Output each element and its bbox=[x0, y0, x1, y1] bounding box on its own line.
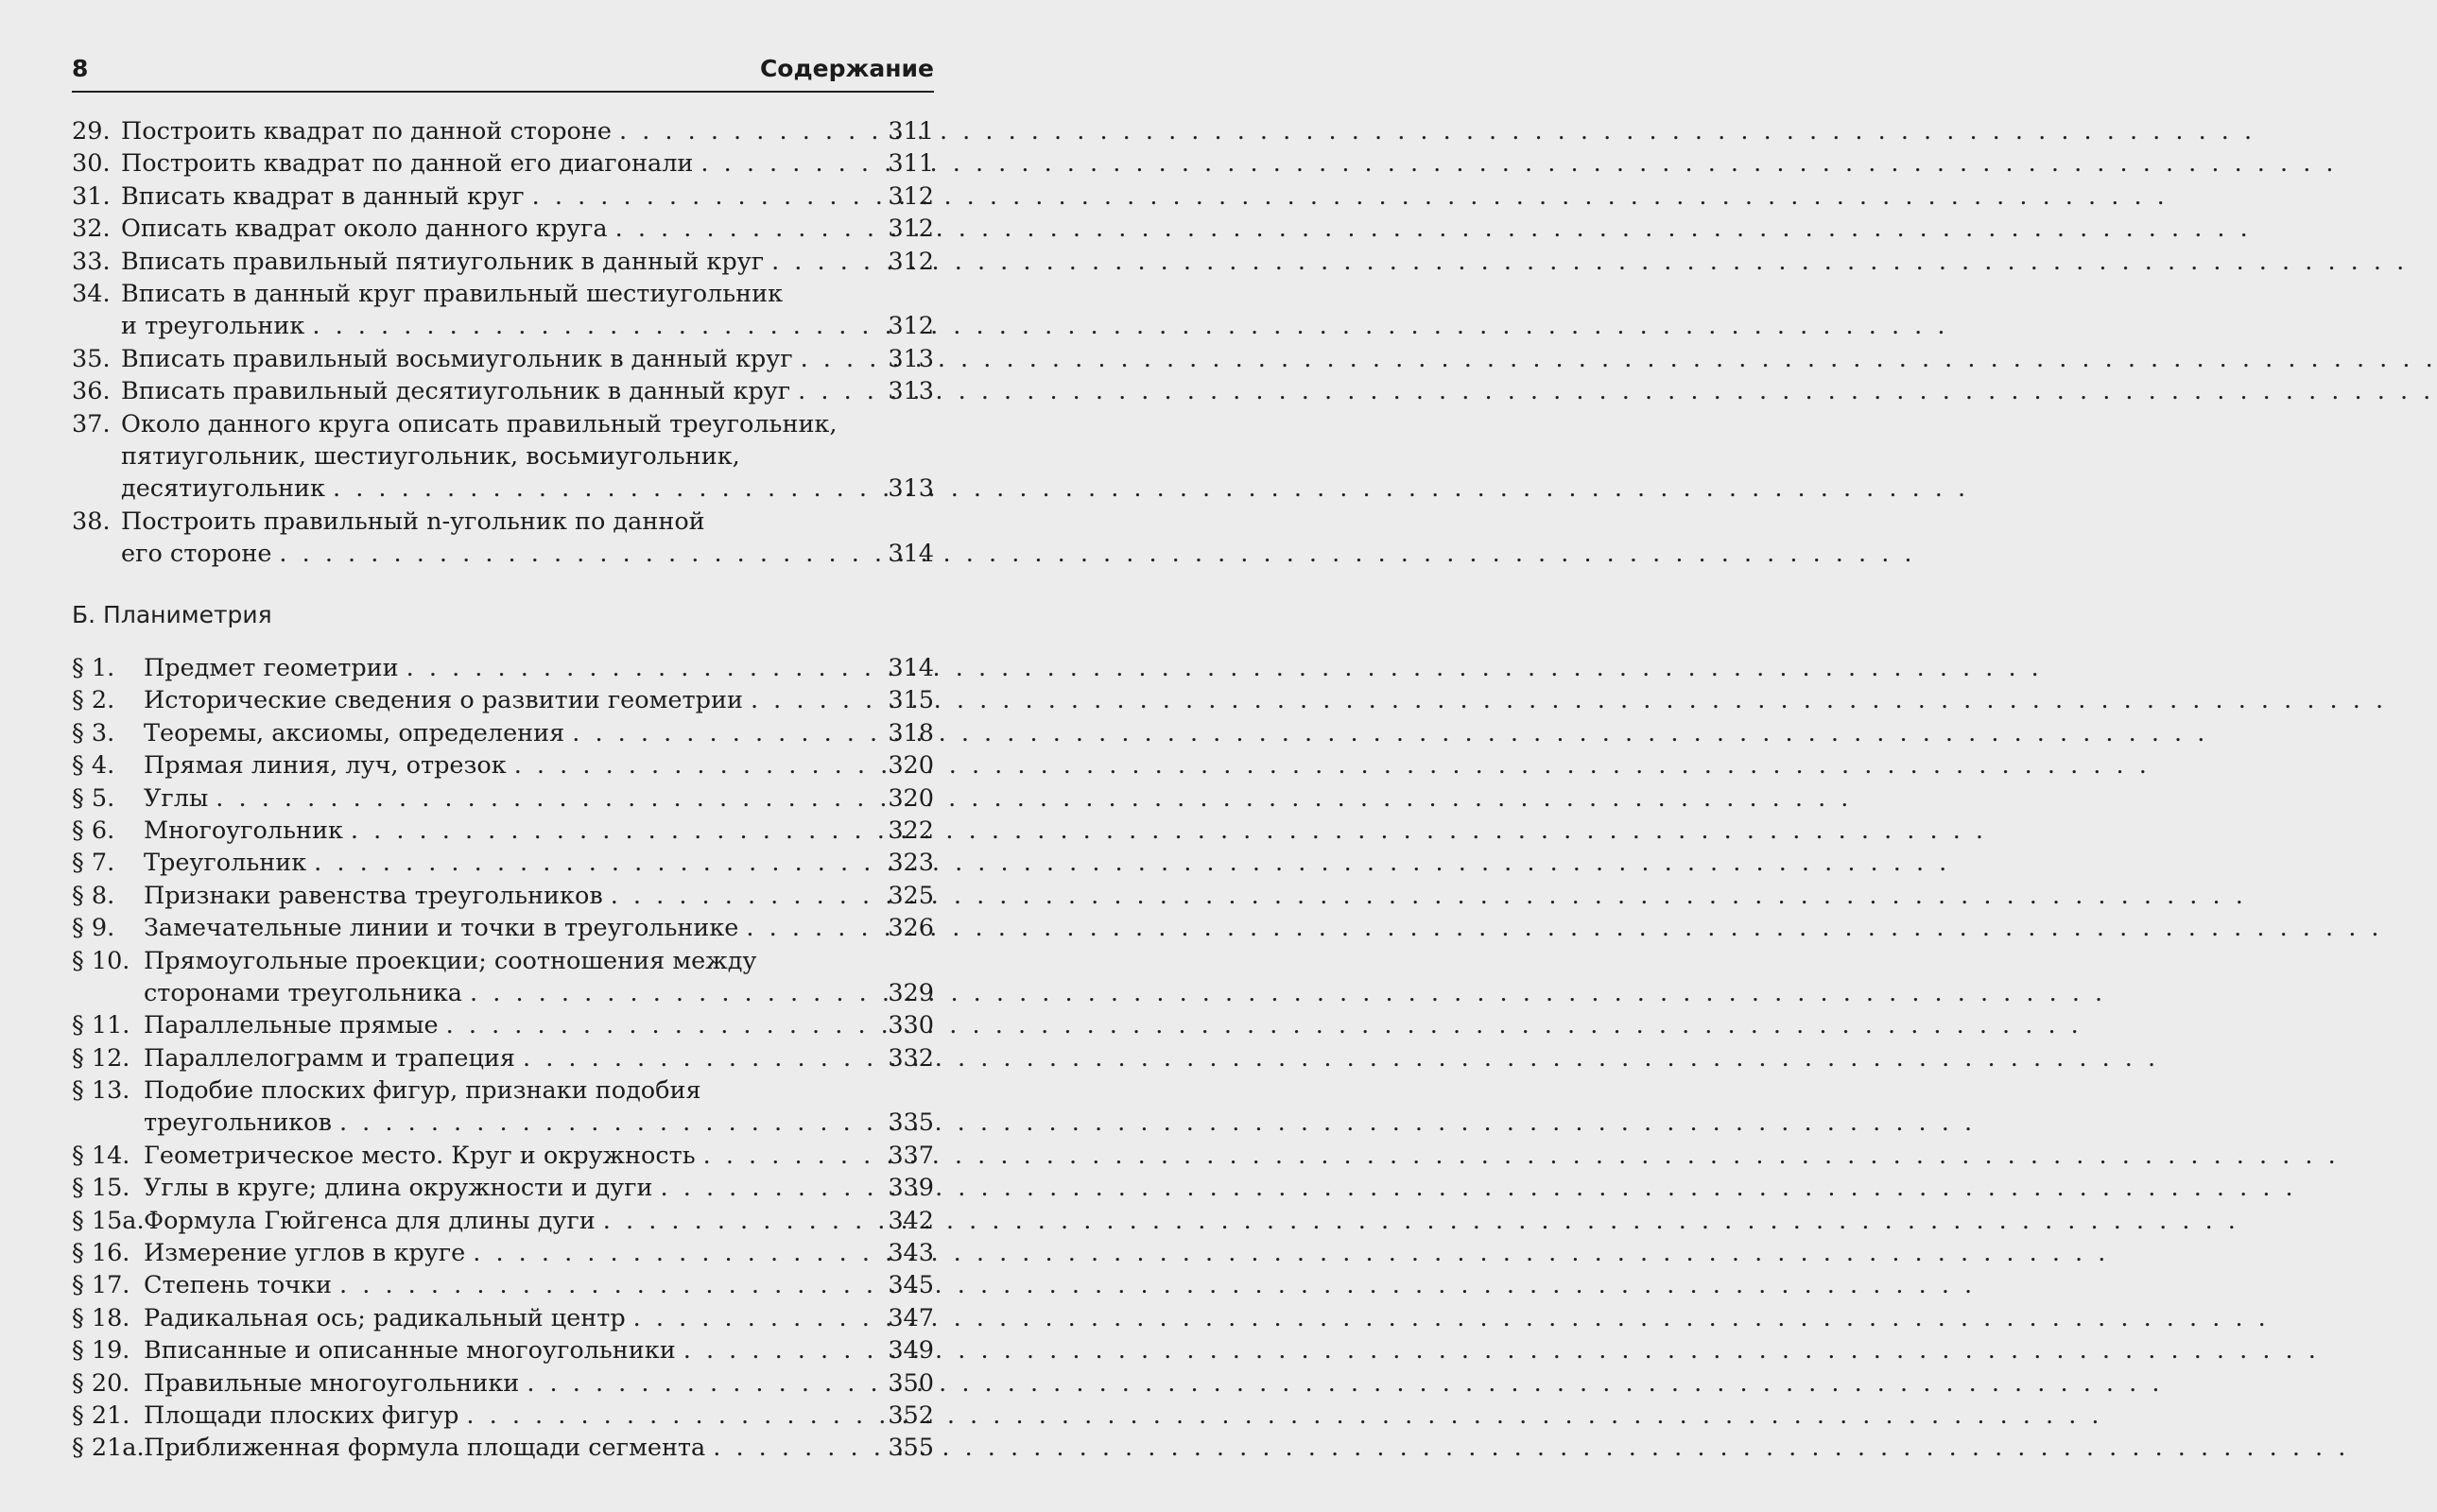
toc-entry-title: десятиугольник bbox=[121, 474, 325, 504]
running-title: Содержание bbox=[759, 55, 934, 82]
toc-entry[interactable] bbox=[72, 1074, 934, 1140]
dot-leader bbox=[696, 1140, 889, 1172]
toc-entry[interactable] bbox=[72, 1400, 934, 1432]
toc-entry-line bbox=[72, 213, 934, 245]
toc-entry[interactable] bbox=[72, 1237, 934, 1269]
toc-entry-line bbox=[72, 375, 934, 407]
toc-entry-title: Вписать правильный десятиугольник в данный круг bbox=[121, 377, 791, 406]
dot-leader bbox=[743, 684, 888, 716]
toc-entry-line bbox=[72, 749, 934, 782]
toc-entry-number: § 20. bbox=[72, 1368, 130, 1398]
toc-entry-number: 30. bbox=[72, 149, 111, 179]
toc-entry-title: Построить квадрат по данной стороне bbox=[121, 117, 612, 146]
toc-entry-line bbox=[72, 1205, 934, 1237]
toc-entry-line bbox=[72, 1269, 934, 1301]
dot-leader bbox=[462, 977, 888, 1009]
toc-entry-title: Признаки равенства треугольников bbox=[144, 881, 603, 910]
toc-entry-page: 342 bbox=[888, 1206, 934, 1235]
toc-entry-title: Степень точки bbox=[144, 1271, 333, 1300]
toc-entry-number: 34. bbox=[72, 279, 111, 308]
toc-entry-line bbox=[72, 1237, 934, 1269]
toc-entry-page: 352 bbox=[888, 1400, 934, 1430]
toc-entry-title: и треугольник bbox=[121, 312, 305, 341]
dot-leader bbox=[465, 1237, 888, 1269]
toc-entry-line bbox=[72, 506, 934, 538]
toc-entry-title: Приближенная формула площади сегмента bbox=[144, 1434, 706, 1463]
toc-entry-page: 313 bbox=[888, 474, 934, 504]
toc-entry[interactable] bbox=[72, 1432, 934, 1464]
toc-entry[interactable] bbox=[72, 375, 934, 407]
toc-entry-line bbox=[72, 912, 934, 944]
toc-entry-title: Подобие плоских фигур, признаки подобия bbox=[144, 1076, 701, 1106]
toc-entry[interactable] bbox=[72, 815, 934, 847]
toc-entry-page: 325 bbox=[888, 881, 934, 910]
dot-leader bbox=[564, 717, 888, 749]
toc-entry-page: 311 bbox=[888, 149, 934, 179]
dot-leader bbox=[343, 815, 888, 847]
toc-entry-line bbox=[72, 652, 934, 684]
toc-entry-title: Предмет геометрии bbox=[144, 654, 399, 682]
toc-entry-title: Вписать квадрат в данный круг bbox=[121, 181, 525, 211]
toc-entry-page: 355 bbox=[888, 1434, 934, 1463]
toc-entry-line bbox=[72, 180, 934, 213]
toc-entry-title: Площади плоских фигур bbox=[144, 1400, 459, 1430]
dot-leader bbox=[332, 1107, 888, 1139]
toc-entry-title: сторонами треугольника bbox=[144, 978, 463, 1007]
dot-leader bbox=[603, 880, 889, 912]
toc-entry[interactable] bbox=[72, 343, 934, 375]
toc-entry-title: пятиугольник, шестиугольник, восьмиугольник, bbox=[121, 441, 740, 471]
toc-entry-page: 313 bbox=[888, 344, 934, 373]
toc-entry-number: 29. bbox=[72, 117, 111, 146]
section-title: Б. Планиметрия bbox=[72, 601, 272, 628]
dot-leader bbox=[332, 1269, 888, 1301]
toc-entry-number: § 3. bbox=[72, 718, 115, 747]
toc-entry-line bbox=[72, 1140, 934, 1172]
toc-entry-title: Прямая линия, луч, отрезок bbox=[144, 751, 507, 781]
toc-entry-line bbox=[72, 310, 934, 342]
toc-entry[interactable] bbox=[72, 912, 934, 944]
toc-entry[interactable] bbox=[72, 147, 934, 180]
dot-leader bbox=[507, 749, 889, 782]
toc-entry-line bbox=[72, 147, 934, 180]
toc-entry[interactable] bbox=[72, 652, 934, 684]
dot-leader bbox=[596, 1205, 889, 1237]
toc-entry[interactable] bbox=[72, 1172, 934, 1204]
toc-entry-title: треугольников bbox=[144, 1108, 332, 1138]
toc-entry-title: Теоремы, аксиомы, определения bbox=[144, 718, 565, 747]
toc-entry-page: 330 bbox=[888, 1011, 934, 1040]
toc-entry-page: 349 bbox=[888, 1336, 934, 1366]
dot-leader bbox=[738, 912, 888, 944]
dot-leader bbox=[399, 652, 889, 684]
toc-entry[interactable] bbox=[72, 246, 934, 278]
toc-entry-line bbox=[72, 1042, 934, 1074]
toc-entry[interactable] bbox=[72, 115, 934, 147]
toc-entry-page: 312 bbox=[888, 312, 934, 341]
toc-entry-line bbox=[72, 945, 934, 977]
toc-entry-page: 347 bbox=[888, 1303, 934, 1332]
toc-entry-title: Построить квадрат по данной его диагонали bbox=[121, 149, 694, 179]
toc-entry-number: § 15. bbox=[72, 1174, 130, 1203]
toc-entry-title: Замечательные линии и точки в треугольнике bbox=[144, 914, 739, 943]
toc-entry[interactable] bbox=[72, 408, 934, 506]
toc-entry[interactable] bbox=[72, 945, 934, 1010]
dot-leader bbox=[439, 1009, 889, 1041]
toc-entry-number: § 7. bbox=[72, 849, 115, 878]
toc-entry-line bbox=[72, 717, 934, 749]
toc-entry-title: Треугольник bbox=[144, 849, 307, 878]
toc-entry-line bbox=[72, 246, 934, 278]
toc-entry-line bbox=[72, 1172, 934, 1204]
toc-entry-number: § 13. bbox=[72, 1076, 130, 1106]
toc-entry-page: 320 bbox=[888, 751, 934, 781]
toc-constructions-list bbox=[72, 115, 934, 570]
toc-entry-number: § 17. bbox=[72, 1271, 130, 1300]
toc-entry-number: 32. bbox=[72, 215, 111, 244]
toc-entry-number: § 6. bbox=[72, 816, 115, 845]
toc-entry-number: 38. bbox=[72, 507, 111, 536]
dot-leader bbox=[271, 538, 888, 570]
toc-entry-number: § 10. bbox=[72, 946, 130, 975]
toc-entry-line bbox=[72, 1432, 934, 1464]
toc-entry-number: § 9. bbox=[72, 914, 115, 943]
toc-entry[interactable] bbox=[72, 684, 934, 716]
toc-entry-title: Углы в круге; длина окружности и дуги bbox=[144, 1174, 653, 1203]
header-rule bbox=[72, 91, 934, 93]
toc-entry-page: 339 bbox=[888, 1174, 934, 1203]
dot-leader bbox=[764, 246, 888, 278]
toc-entry[interactable] bbox=[72, 717, 934, 749]
toc-entry[interactable] bbox=[72, 880, 934, 912]
toc-entry-line bbox=[72, 1302, 934, 1334]
toc-entry-page: 329 bbox=[888, 978, 934, 1007]
toc-entry-number: § 8. bbox=[72, 881, 115, 910]
toc-entry[interactable] bbox=[72, 180, 934, 213]
toc-entry-page: 332 bbox=[888, 1043, 934, 1073]
toc-entry-line bbox=[72, 1367, 934, 1400]
toc-entry-number: 37. bbox=[72, 409, 111, 438]
toc-entry-title: Вписать правильный пятиугольник в данный круг bbox=[121, 247, 765, 276]
toc-entry-line bbox=[72, 538, 934, 570]
toc-entry-number: § 14. bbox=[72, 1141, 130, 1170]
toc-entry[interactable] bbox=[72, 1205, 934, 1237]
toc-entry[interactable] bbox=[72, 278, 934, 343]
toc-entry-title: Параллельные прямые bbox=[144, 1011, 439, 1040]
toc-entry-line bbox=[72, 115, 934, 147]
dot-leader bbox=[612, 115, 888, 147]
toc-entry-line bbox=[72, 440, 934, 472]
toc-entry-title: Вписать правильный восьмиугольник в данный круг bbox=[121, 344, 793, 373]
toc-entry-number: § 18. bbox=[72, 1303, 130, 1332]
toc-entry-page: 335 bbox=[888, 1108, 934, 1138]
toc-entry-line bbox=[72, 1009, 934, 1041]
toc-entry[interactable] bbox=[72, 1367, 934, 1400]
toc-entry-title: его стороне bbox=[121, 540, 272, 569]
toc-entry-page: 326 bbox=[888, 914, 934, 943]
toc-entry-number: 35. bbox=[72, 344, 111, 373]
toc-entry-number: § 11. bbox=[72, 1011, 130, 1040]
toc-entry-page: 312 bbox=[888, 247, 934, 276]
toc-entry-title: Углы bbox=[144, 783, 209, 813]
toc-entry-line bbox=[72, 278, 934, 310]
toc-entry[interactable] bbox=[72, 1269, 934, 1301]
toc-entry-title: Описать квадрат около данного круга bbox=[121, 215, 608, 244]
dot-leader bbox=[790, 375, 888, 407]
toc-entry-page: 313 bbox=[888, 377, 934, 406]
toc-entry-title: Радикальная ось; радикальный центр bbox=[144, 1303, 626, 1332]
dot-leader bbox=[458, 1400, 888, 1432]
toc-entry-line bbox=[72, 880, 934, 912]
dot-leader bbox=[693, 147, 888, 180]
dot-leader bbox=[515, 1042, 888, 1074]
toc-entry-line bbox=[72, 343, 934, 375]
toc-entry-line bbox=[72, 1074, 934, 1107]
toc-entry-line bbox=[72, 782, 934, 815]
dot-leader bbox=[519, 1367, 888, 1400]
dot-leader bbox=[525, 180, 889, 213]
toc-entry-line bbox=[72, 1107, 934, 1139]
toc-entry-title: Вписать в данный круг правильный шестиугольник bbox=[121, 279, 784, 308]
book-page bbox=[0, 0, 979, 1512]
toc-entry-page: 323 bbox=[888, 849, 934, 878]
toc-entry[interactable] bbox=[72, 213, 934, 245]
toc-entry-page: 343 bbox=[888, 1239, 934, 1268]
toc-entry-page: 318 bbox=[888, 718, 934, 747]
toc-entry-line bbox=[72, 1334, 934, 1366]
dot-leader bbox=[325, 472, 888, 505]
toc-entry-line bbox=[72, 847, 934, 879]
toc-entry-title: Параллелограмм и трапеция bbox=[144, 1043, 515, 1073]
toc-entry[interactable] bbox=[72, 1042, 934, 1074]
toc-entry[interactable] bbox=[72, 1302, 934, 1334]
dot-leader bbox=[653, 1172, 889, 1204]
toc-entry-number: § 21. bbox=[72, 1400, 130, 1430]
toc-entry-page: 345 bbox=[888, 1271, 934, 1300]
dot-leader bbox=[626, 1302, 889, 1334]
toc-entry[interactable] bbox=[72, 506, 934, 571]
toc-entry[interactable] bbox=[72, 782, 934, 815]
toc-entry-title: Прямоугольные проекции; соотношения между bbox=[144, 946, 757, 975]
toc-entry-number: 31. bbox=[72, 181, 111, 211]
toc-entry-number: § 5. bbox=[72, 783, 115, 813]
toc-entry[interactable] bbox=[72, 749, 934, 782]
toc-entry-title: Вписанные и описанные многоугольники bbox=[144, 1336, 676, 1366]
dot-leader bbox=[608, 213, 889, 245]
toc-entry-title: Исторические сведения о развитии геометрии bbox=[144, 686, 743, 715]
toc-entry-title: Геометрическое место. Круг и окружность bbox=[144, 1141, 696, 1170]
toc-entry[interactable] bbox=[72, 1140, 934, 1172]
toc-entry-title: Формула Гюйгенса для длины дуги bbox=[144, 1206, 596, 1235]
toc-entry-title: Около данного круга описать правильный треугольник, bbox=[121, 409, 838, 438]
dot-leader bbox=[208, 782, 888, 815]
page-header bbox=[72, 55, 934, 87]
toc-entry-page: 312 bbox=[888, 181, 934, 211]
toc-entry-number: § 16. bbox=[72, 1239, 130, 1268]
toc-entry-title: Многоугольник bbox=[144, 816, 343, 845]
dot-leader bbox=[793, 343, 889, 375]
toc-entry-line bbox=[72, 1400, 934, 1432]
toc-entry-title: Построить правильный n-угольник по данной bbox=[121, 507, 705, 536]
toc-entry-page: 312 bbox=[888, 215, 934, 244]
dot-leader bbox=[304, 310, 888, 342]
toc-entry-number: § 12. bbox=[72, 1043, 130, 1073]
toc-entry-page: 311 bbox=[888, 117, 934, 146]
toc-entry-line bbox=[72, 472, 934, 505]
toc-entry-page: 320 bbox=[888, 783, 934, 813]
toc-entry-line bbox=[72, 408, 934, 440]
toc-entry[interactable] bbox=[72, 1009, 934, 1041]
toc-entry-page: 315 bbox=[888, 686, 934, 715]
toc-entry-title: Правильные многоугольники bbox=[144, 1368, 520, 1398]
page-number: 8 bbox=[72, 55, 89, 82]
toc-entry-line bbox=[72, 684, 934, 716]
dot-leader bbox=[705, 1432, 888, 1464]
dot-leader bbox=[306, 847, 888, 879]
toc-entry-page: 322 bbox=[888, 816, 934, 845]
toc-entry-title: Измерение углов в круге bbox=[144, 1239, 466, 1268]
toc-entry-number: § 2. bbox=[72, 686, 115, 715]
toc-entry-page: 314 bbox=[888, 654, 934, 682]
toc-entry-number: § 1. bbox=[72, 654, 115, 682]
toc-planimetry-list bbox=[72, 652, 934, 1465]
toc-entry-line bbox=[72, 977, 934, 1009]
toc-entry-number: § 19. bbox=[72, 1336, 130, 1366]
toc-entry-number: 33. bbox=[72, 247, 111, 276]
toc-entry-number: § 4. bbox=[72, 751, 115, 781]
toc-entry-number: 36. bbox=[72, 377, 111, 406]
toc-entry-page: 337 bbox=[888, 1141, 934, 1170]
toc-entry-number: § 15а. bbox=[72, 1206, 145, 1235]
dot-leader bbox=[676, 1334, 889, 1366]
toc-entry-page: 314 bbox=[888, 540, 934, 569]
toc-entry-line bbox=[72, 815, 934, 847]
toc-entry-number: § 21а. bbox=[72, 1434, 145, 1463]
toc-entry[interactable] bbox=[72, 1334, 934, 1366]
toc-entry[interactable] bbox=[72, 847, 934, 879]
toc-entry-page: 350 bbox=[888, 1368, 934, 1398]
